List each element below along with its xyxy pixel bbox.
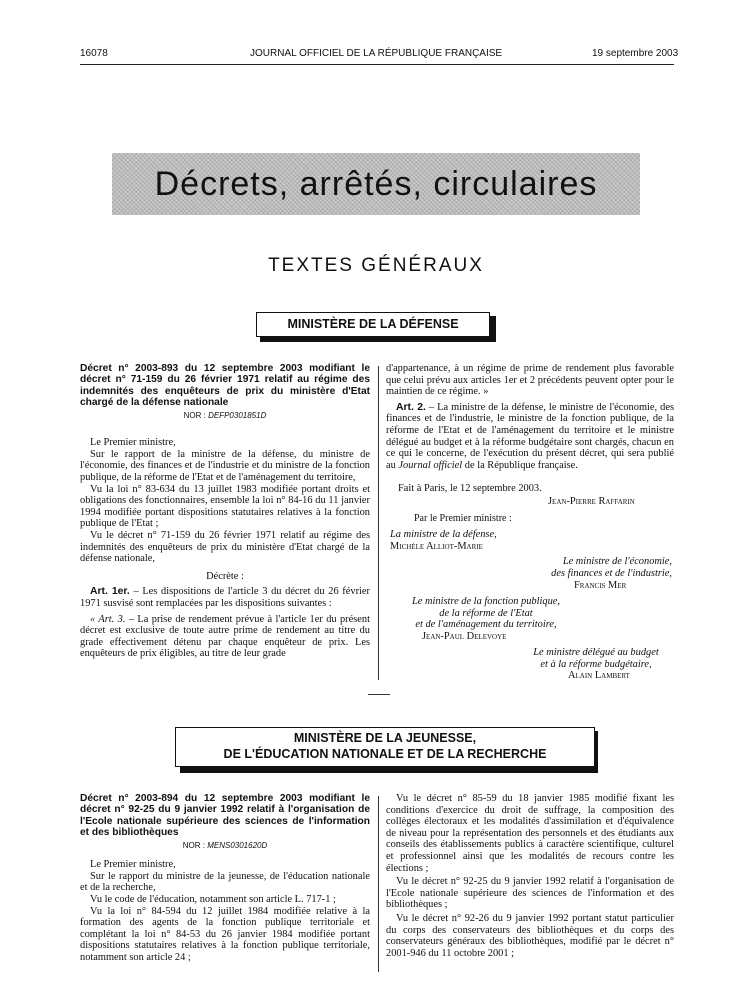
header-rule xyxy=(80,64,674,65)
signature-eco-title: Le ministre de l'économie, des finances et de l'industrie, xyxy=(551,556,672,579)
decree-2-right-column xyxy=(386,793,674,959)
decree-1-left-column xyxy=(80,363,370,660)
decree-2-vu-4: Vu le décret n° 92-25 du 9 janvier 1992 relatif à l'organisation de l'Ecole nationale supérieure des sciences de l'information et des bibliothèques ; xyxy=(386,876,674,911)
signing-place-date: Fait à Paris, le 12 septembre 2003. xyxy=(398,483,542,494)
decree-2-report: Sur le rapport du ministre de la jeunesse, de l'éducation nationale et de la recherche, xyxy=(80,870,370,894)
journal-title: JOURNAL OFFICIEL DE LA RÉPUBLIQUE FRANÇAISE xyxy=(250,48,503,59)
decree-2-vu-1: Vu le code de l'éducation, notamment son article L. 717-1 ; xyxy=(90,894,336,905)
decree-1-vu-2: Vu le décret n° 71-159 du 26 février 1971 relatif au régime des indemnités des enquêteurs de prix du ministère d'Etat chargé de la défense nationale, xyxy=(80,529,370,565)
decree-1-art-3: « Art. 3. – La prise de rendement prévue à l'article 1er du présent décret est exclusive de toute autre prime de rendement au titre du grade effectivement détenu par chaque enquêteur de prix. Les enquêteurs de prix éligibles, au titre de leur grade xyxy=(80,613,370,660)
column-divider-1 xyxy=(378,366,379,680)
decree-1-nor: NOR : DEFP0301851D xyxy=(183,410,267,420)
decree-1-preamble: Le Premier ministre, xyxy=(90,437,176,449)
decree-2-vu-3: Vu le décret n° 85-59 du 18 janvier 1985 modifié fixant les conditions d'exercice du droit de suffrage, la composition des collèges électoraux et les modalités d'assimilation et d'équivalence de niveau pour la représentation des personnels et des étudiants aux conseils des établissements publics à caractère scientifique, culturel et professionnel ainsi que les modalités de recours contre les élections ; xyxy=(386,793,674,874)
signature-fp-name: Jean-Paul Delevoye xyxy=(422,631,507,642)
signature-fp-title: Le ministre de la fonction publique, de la réforme de l'Etat et de l'aménagement du territoire, xyxy=(412,596,560,630)
signature-prime-minister: Jean-Pierre Raffarin xyxy=(548,496,635,507)
decree-1-report: Sur le rapport de la ministre de la défense, du ministre de l'économie, des finances et de l'industrie et du ministre de la fonction publique, de la réforme de l'Etat et de l'aménagement du territoire, xyxy=(80,448,370,483)
column-divider-2 xyxy=(378,796,379,972)
ministry-heading-education: MINISTÈRE DE LA JEUNESSE, DE L'ÉDUCATION NATIONALE ET DE LA RECHERCHE xyxy=(175,727,595,767)
decree-2-vu-2: Vu la loi n° 84-594 du 12 juillet 1984 modifiée relative à la formation des agents de la fonction publique territoriale et complétant la loi n° 84-53 du 26 janvier 1984 modifiée portant dispositions statutaires relatives à la fonction publique territoriale, notamment son article 24 ; xyxy=(80,905,370,963)
category-banner xyxy=(112,153,640,215)
signature-bud-name: Alain Lambert xyxy=(568,670,630,681)
signature-eco-name: Francis Mer xyxy=(574,580,627,591)
decree-1-art-2: Art. 2. – La ministre de la défense, le ministre de l'économie, des finances et de l'industrie, le ministre de la fonction publique, de la réforme de l'Etat et de l'aménagement du territoire et le ministre délégué au budget et à la réforme budgétaire sont chargés, chacun en ce qui le concerne, de l'exécution du présent décret, qui sera publié au Journal officiel de la République française. xyxy=(386,401,675,471)
decree-2-left-column xyxy=(80,793,370,964)
end-rule xyxy=(368,694,390,695)
decree-1-decrete: Décrète : xyxy=(206,570,244,582)
signature-def-title: La ministre de la défense, xyxy=(390,529,497,540)
signature-bud-title: Le ministre délégué au budget et à la réforme budgétaire, xyxy=(533,647,659,670)
decree-2-title: Décret n° 2003-894 du 12 septembre 2003 modifiant le décret n° 92-25 du 9 janvier 1992 relatif à l'organisation de l'Ecole nationale supérieure des sciences de l'information et des bibliothèques xyxy=(80,793,370,839)
signature-par: Par le Premier ministre : xyxy=(414,513,512,524)
issue-date: 19 septembre 2003 xyxy=(592,48,679,59)
page-number: 16078 xyxy=(80,48,108,59)
decree-1-right-column xyxy=(386,363,674,471)
decree-2-nor: NOR : MENS0301620D xyxy=(182,840,268,850)
decree-1-art-1: Art. 1er. – Les dispositions de l'article 3 du décret du 26 février 1971 susvisé sont remplacées par les dispositions suivantes : xyxy=(80,586,370,609)
banner-text: Décrets, arrêtés, circulaires xyxy=(154,164,598,203)
section-title: TEXTES GÉNÉRAUX xyxy=(268,255,484,276)
signature-def-name: Michèle Alliot-Marie xyxy=(390,541,483,552)
decree-2-vu-5: Vu le décret n° 92-26 du 9 janvier 1992 portant statut particulier du corps des conservateurs des bibliothèques et du corps des conservateurs généraux des bibliothèques, modifié par le décret n° 2001-946 du 11 octobre 2001 ; xyxy=(386,912,674,959)
decree-1-continuation: d'appartenance, à un régime de prime de rendement plus favorable que celui prévu aux articles 1er et 2 précédents peuvent opter pour le maintien de ce régime. » xyxy=(386,363,674,398)
decree-1-vu-1: Vu la loi n° 83-634 du 13 juillet 1983 modifiée portant droits et obligations des fonctionnaires, ensemble la loi n° 84-16 du 11 janvier 1994 modifiée portant dispositions statutaires relatives à la fonction publique de l'Etat ; xyxy=(80,483,370,530)
decree-2-preamble: Le Premier ministre, xyxy=(90,859,176,871)
decree-1-title: Décret n° 2003-893 du 12 septembre 2003 modifiant le décret n° 71-159 du 26 février 1971 relatif au régime des indemnités des enquêteurs de prix du ministère d'Etat chargé de la défense nationale xyxy=(80,363,370,409)
ministry-heading-defense: MINISTÈRE DE LA DÉFENSE xyxy=(256,312,490,337)
